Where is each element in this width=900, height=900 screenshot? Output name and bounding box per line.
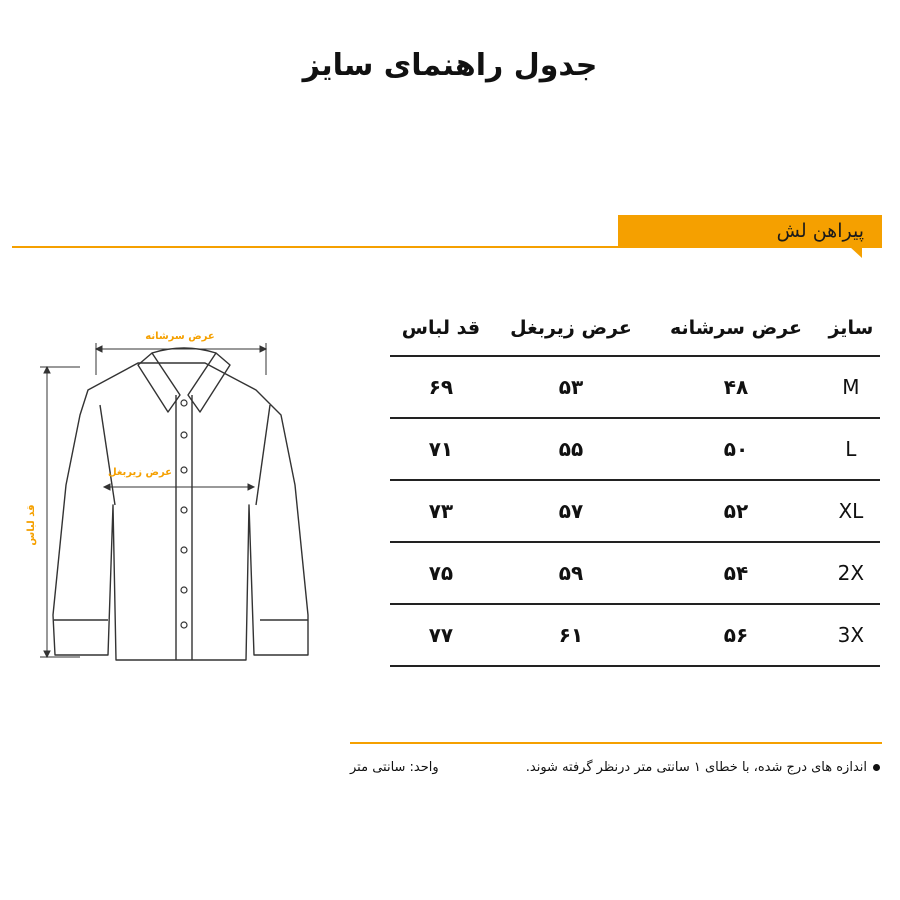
cell-shoulder: ۴۸ xyxy=(650,356,822,418)
cell-size: M xyxy=(822,356,880,418)
cell-length: ۷۵ xyxy=(390,542,492,604)
cell-shoulder: ۵۶ xyxy=(650,604,822,666)
size-table xyxy=(390,300,880,667)
cell-chest: ۵۳ xyxy=(492,356,650,418)
page-title: جدول راهنمای سایز xyxy=(302,48,598,83)
button-7 xyxy=(181,622,187,628)
cell-shoulder: ۵۴ xyxy=(650,542,822,604)
cell-length: ۷۱ xyxy=(390,418,492,480)
chest-width-label: عرض زیربغل xyxy=(107,467,173,478)
cell-length: ۷۷ xyxy=(390,604,492,666)
length-label: قد لباس xyxy=(26,504,37,546)
shoulder-width-label: عرض سرشانه xyxy=(145,331,215,342)
footer-divider xyxy=(350,742,882,744)
cell-length: ۷۳ xyxy=(390,480,492,542)
table-header-row xyxy=(390,300,880,356)
button-3 xyxy=(181,467,187,473)
button-2 xyxy=(181,432,187,438)
table-row xyxy=(390,604,880,666)
section-header xyxy=(618,215,882,248)
cell-chest: ۵۹ xyxy=(492,542,650,604)
table-row xyxy=(390,418,880,480)
button-5 xyxy=(181,547,187,553)
cell-length: ۶۹ xyxy=(390,356,492,418)
cell-size: 3X xyxy=(822,604,880,666)
cell-shoulder: ۵۰ xyxy=(650,418,822,480)
header-shoulder: عرض سرشانه xyxy=(650,300,822,356)
unit-label: واحد: سانتی متر xyxy=(350,760,439,775)
cell-shoulder: ۵۲ xyxy=(650,480,822,542)
cell-size: 2X xyxy=(822,542,880,604)
footer-note-text: اندازه های درج شده، با خطای ۱ سانتی متر درنظر گرفته شوند. xyxy=(525,760,867,775)
section-tab-pointer xyxy=(850,247,862,258)
cell-size: L xyxy=(822,418,880,480)
header-size: سایز xyxy=(822,300,880,356)
header-chest: عرض زیربغل xyxy=(492,300,650,356)
table-row xyxy=(390,542,880,604)
cell-size: XL xyxy=(822,480,880,542)
table-row xyxy=(390,356,880,418)
cell-chest: ۵۷ xyxy=(492,480,650,542)
cell-chest: ۶۱ xyxy=(492,604,650,666)
section-divider xyxy=(12,246,620,248)
table-row xyxy=(390,480,880,542)
button-1 xyxy=(181,400,187,406)
button-4 xyxy=(181,507,187,513)
cell-chest: ۵۵ xyxy=(492,418,650,480)
bullet-icon xyxy=(873,764,880,771)
shirt-diagram xyxy=(20,315,310,670)
button-6 xyxy=(181,587,187,593)
section-label: پیراهن لش xyxy=(776,220,864,242)
header-length: قد لباس xyxy=(390,300,492,356)
